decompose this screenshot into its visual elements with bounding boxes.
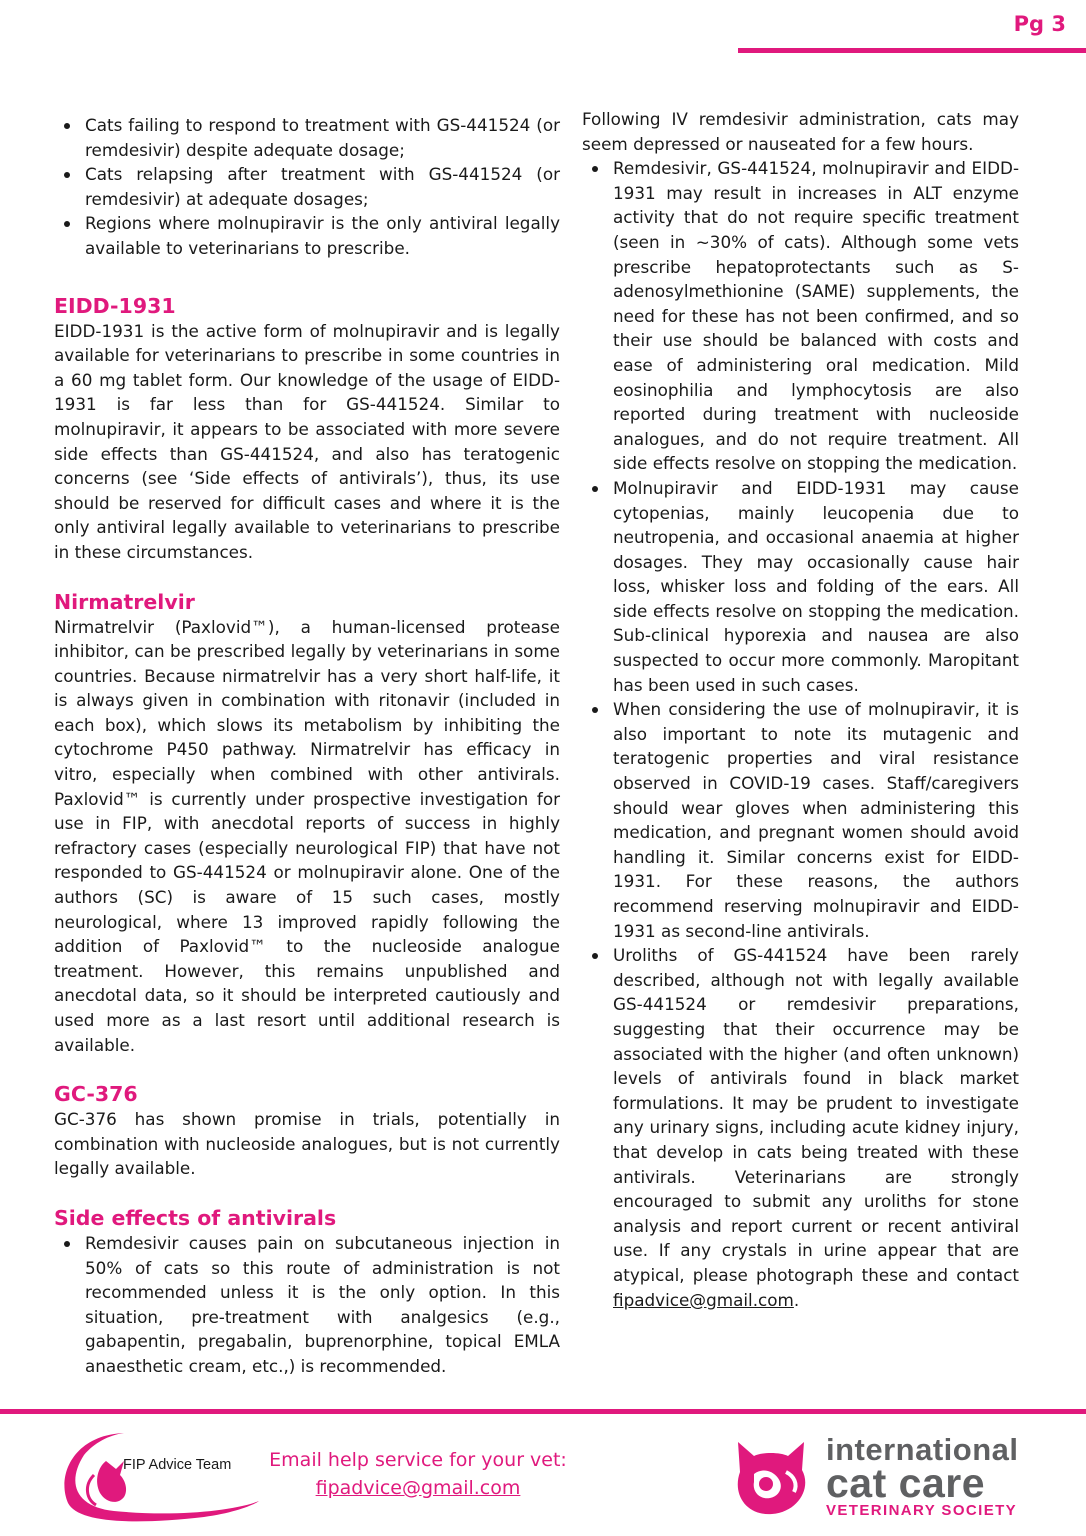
list-item: Remdesivir, GS-441524, molnupiravir and EIDD-1931 may result in increases in ALT enzyme activity that do not require specific treatment (seen in ~30% of cats). Although some vets prescribe hepatoprotectants such as S-adenosylmethionine (SAME) supplements, the need for these has not been confirmed, and so their use should be balanced with costs and ease of administering oral medication. Mild eosinophilia and lymphocytosis are also reported during treatment with nucleoside analogues, and do not require treatment. All side effects resolve on stopping the medication. bbox=[613, 156, 1019, 476]
left-column bbox=[54, 113, 560, 1379]
icc-wordmark-line2: cat care bbox=[826, 1460, 986, 1506]
nirmatrelvir-heading: Nirmatrelvir bbox=[54, 589, 195, 614]
nirmatrelvir-body: Nirmatrelvir (Paxlovid™), a human-licensed protease inhibitor, can be prescribed legally by veterinarians in some countries. Because nirmatrelvir has a very short half-life, it is always given in combination with ritonavir (included in each box), which slows its metabolism by inhibiting the cytochrome P450 pathway. Nirmatrelvir has efficacy in vitro, especially when combined with other antivirals. Paxlovid™ is currently under prospective investigation for use in FIP, with anecdotal reports of success in highly refractory cases (especially neurological FIP) that have not responded to GS-441524 or molnupiravir alone. One of the authors (SC) is aware of 15 such cases, mostly neurological, where 13 improved rapidly following the addition of Paxlovid™ to the nucleoside analogue treatment. However, this remains unpublished and anecdotal data, so it should be interpreted cautiously and used more as a last resort until additional research is available. bbox=[54, 616, 560, 1055]
list-item bbox=[613, 943, 1019, 1312]
list-item: When considering the use of molnupiravir, it is also important to note its mutagenic and teratogenic properties and viral resistance observed in COVID-19 cases. Staff/caregivers should wear gloves when administering this medication, and pregnant women should avoid handling it. Similar concerns exist for EIDD-1931. For these reasons, the authors recommend reserving molnupiravir and EIDD-1931 as second-line antivirals. bbox=[613, 697, 1019, 943]
gc376-heading: GC-376 bbox=[54, 1082, 138, 1107]
icc-cat-logo bbox=[728, 1432, 820, 1522]
email-help-line: Email help service for your vet: bbox=[269, 1449, 567, 1471]
fip-advice-team-logo bbox=[54, 1425, 264, 1525]
side-effects-heading: Side effects of antivirals bbox=[54, 1205, 337, 1230]
list-item: Molnupiravir and EIDD-1931 may cause cytopenias, mainly leucopenia due to neutropenia, and occasional anaemia at higher dosages. They may occasionally cause hair loss, whisker loss and folding of the ears. All side effects resolve on stopping the medication. Sub-clinical hyporexia and nausea are also suspected to occur more commonly. Maropitant has been used in such cases. bbox=[613, 476, 1019, 697]
list-item: Cats relapsing after treatment with GS-441524 (or remdesivir) at adequate dosages; bbox=[85, 162, 560, 211]
eidd-heading: EIDD-1931 bbox=[54, 293, 176, 318]
urolith-text: Uroliths of GS-441524 have been rarely described, although not with legally available GS-441524 or remdesivir preparations, suggesting that their occurrence may be associated with the higher (and often unknown) levels of antivirals found in black market formulations. It may be prudent to investigate any urinary signs, including acute kidney injury, that develop in cats being treated with these antivirals. Veterinarians are strongly encouraged to submit any uroliths for stone analysis and report current or recent antiviral use. If any crystals in urine appear that are atypical, please photograph these and contact bbox=[613, 945, 1019, 1285]
footer-rule bbox=[0, 1409, 1086, 1414]
contact-email-link[interactable]: fipadvice@gmail.com bbox=[613, 1289, 794, 1310]
email-help-service bbox=[268, 1446, 568, 1502]
list-item: Remdesivir causes pain on subcutaneous injection in 50% of cats so this route of administration is not recommended unless it is the only option. In this situation, pre-treatment with analgesics (e.g., gabapentin, pregabalin, buprenorphine, topical EMLA anaesthetic cream, etc.,) is recommended. bbox=[85, 1231, 560, 1379]
eidd-body: EIDD-1931 is the active form of molnupiravir and is legally available for veterinarians to prescribe in some countries in a 60 mg tablet form. Our knowledge of the usage of EIDD-1931 is far less than for GS-441524. Similar to molnupiravir, it appears to be associated with more severe side effects than GS-441524, and also has teratogenic concerns (see ‘Side effects of antivirals’), thus, its use should be reserved for difficult cases and where it is the only antiviral legally available to veterinarians to prescribe in these circumstances. bbox=[54, 320, 560, 562]
icc-wordmark-line3: VETERINARY SOCIETY bbox=[826, 1502, 1018, 1519]
right-column bbox=[582, 107, 1019, 1312]
list-item: Regions where molnupiravir is the only antiviral legally available to veterinarians to prescribe. bbox=[85, 211, 560, 260]
footer-email-link[interactable]: fipadvice@gmail.com bbox=[315, 1477, 521, 1499]
remdesivir-iv-intro: Following IV remdesivir administration, cats may seem depressed or nauseated for a few hours. bbox=[582, 109, 1019, 154]
side-effects-list bbox=[54, 1231, 560, 1379]
list-item: Cats failing to respond to treatment with GS-441524 (or remdesivir) despite adequate dosage; bbox=[85, 113, 560, 162]
gc376-body: GC-376 has shown promise in trials, potentially in combination with nucleoside analogues, but is not currently legally available. bbox=[54, 1109, 560, 1179]
icc-wordmark-line1: international bbox=[826, 1432, 1019, 1467]
intro-bullet-list bbox=[54, 113, 560, 261]
fip-advice-team-label: FIP Advice Team bbox=[123, 1457, 232, 1473]
page-number: Pg 3 bbox=[1013, 12, 1066, 36]
header-rule bbox=[738, 48, 1086, 53]
sentence-end: . bbox=[793, 1289, 800, 1310]
side-effects-list-continued bbox=[582, 156, 1019, 1312]
